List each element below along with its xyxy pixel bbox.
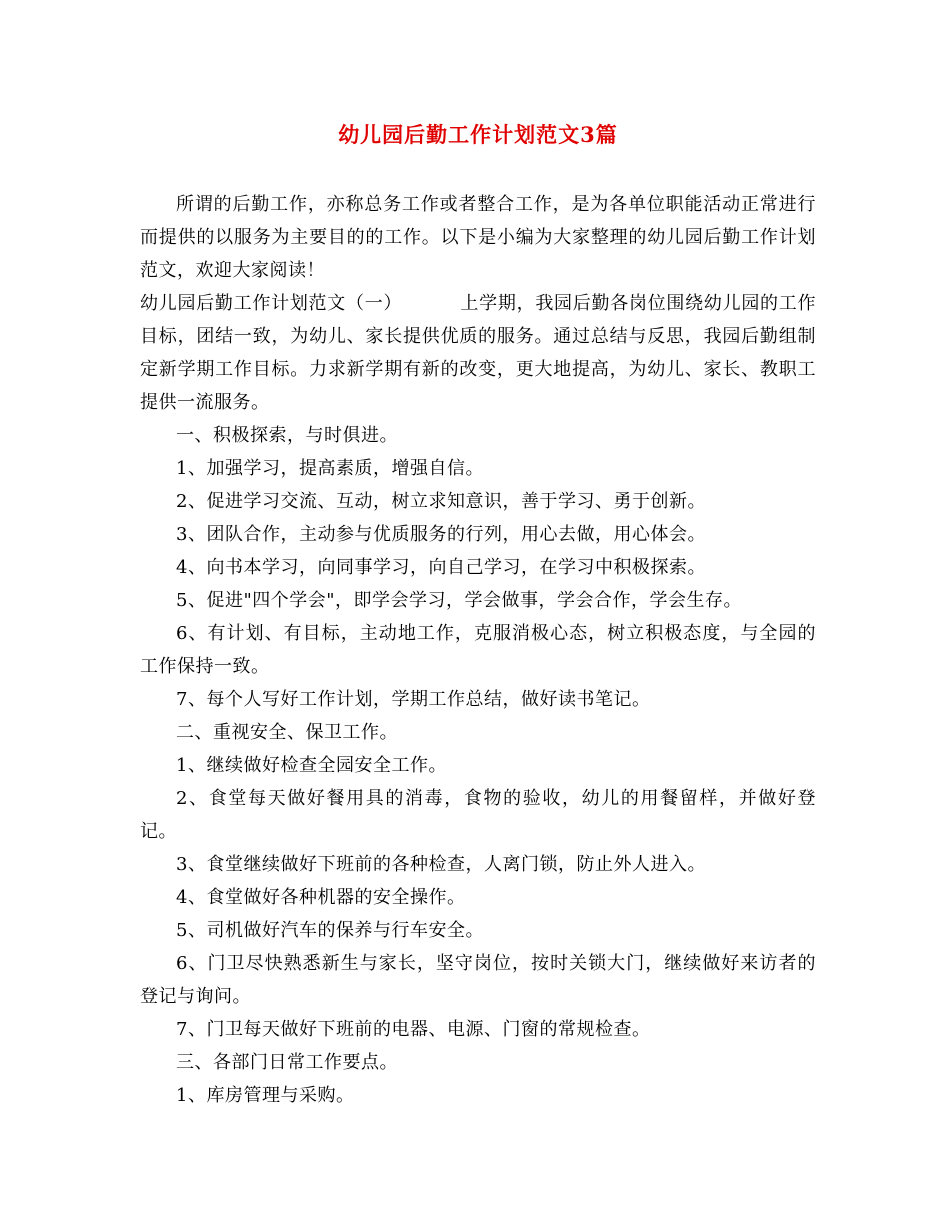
- section-intro: 上学期，我园后勤各岗位围绕幼儿园的工作目标，团结一致，为幼儿、家长提供优质的服务。通过总结与反思，我园后勤组制定新学期工作目标。力求新学期有新的改变，更大地提高，为幼儿、家长、教职工提供一流服务。: [140, 293, 817, 413]
- body-paragraph: 7、每个人写好工作计划，学期工作总结，做好读书笔记。: [176, 689, 651, 710]
- body-paragraph: 6、门卫尽快熟悉新生与家长，坚守岗位，按时关锁大门，继续做好来访者的登记与询问。: [140, 953, 816, 1007]
- section-paragraph: [140, 287, 816, 419]
- body-paragraph: 二、重视安全、保卫工作。: [176, 722, 398, 743]
- body-paragraph: 3、团队合作，主动参与优质服务的行列，用心去做，用心体会。: [176, 524, 706, 545]
- body-paragraph: 6、有计划、有目标，主动地工作，克服消极心态，树立积极态度，与全园的工作保持一致。: [140, 623, 816, 677]
- body-paragraph: 三、各部门日常工作要点。: [176, 1052, 398, 1073]
- body-paragraph: 4、食堂做好各种机器的安全操作。: [176, 887, 466, 908]
- document-title: 幼儿园后勤工作计划范文3篇: [338, 122, 618, 147]
- body-paragraph: 一、积极探索，与时俱进。: [176, 425, 398, 446]
- body-paragraph: 1、继续做好检查全园安全工作。: [176, 755, 447, 776]
- body-paragraph: 2、食堂每天做好餐用具的消毒，食物的验收，幼儿的用餐留样，并做好登记。: [140, 788, 816, 842]
- body-paragraph: 1、加强学习，提高素质，增强自信。: [176, 458, 484, 479]
- section-heading: 幼儿园后勤工作计划范文（一）: [140, 293, 403, 314]
- body-paragraphs: [140, 419, 816, 1112]
- body-paragraph: 2、促进学习交流、互动，树立求知意识，善于学习、勇于创新。: [176, 491, 706, 512]
- body-paragraph: 7、门卫每天做好下班前的电器、电源、门窗的常规检查。: [176, 1019, 651, 1040]
- intro-paragraph: 所谓的后勤工作，亦称总务工作或者整合工作，是为各单位职能活动正常进行而提供的以服务为主要目的的工作。以下是小编为大家整理的幼儿园后勤工作计划范文，欢迎大家阅读！: [140, 194, 816, 281]
- body-paragraph: 5、促进"四个学会"，即学会学习，学会做事，学会合作，学会生存。: [176, 590, 743, 611]
- body-paragraph: 3、食堂继续做好下班前的各种检查，人离门锁，防止外人进入。: [176, 854, 706, 875]
- body-paragraph: 5、司机做好汽车的保养与行车安全。: [176, 920, 484, 941]
- body-paragraph: 4、向书本学习，向同事学习，向自己学习，在学习中积极探索。: [176, 557, 706, 578]
- body-paragraph: 1、库房管理与采购。: [176, 1085, 355, 1106]
